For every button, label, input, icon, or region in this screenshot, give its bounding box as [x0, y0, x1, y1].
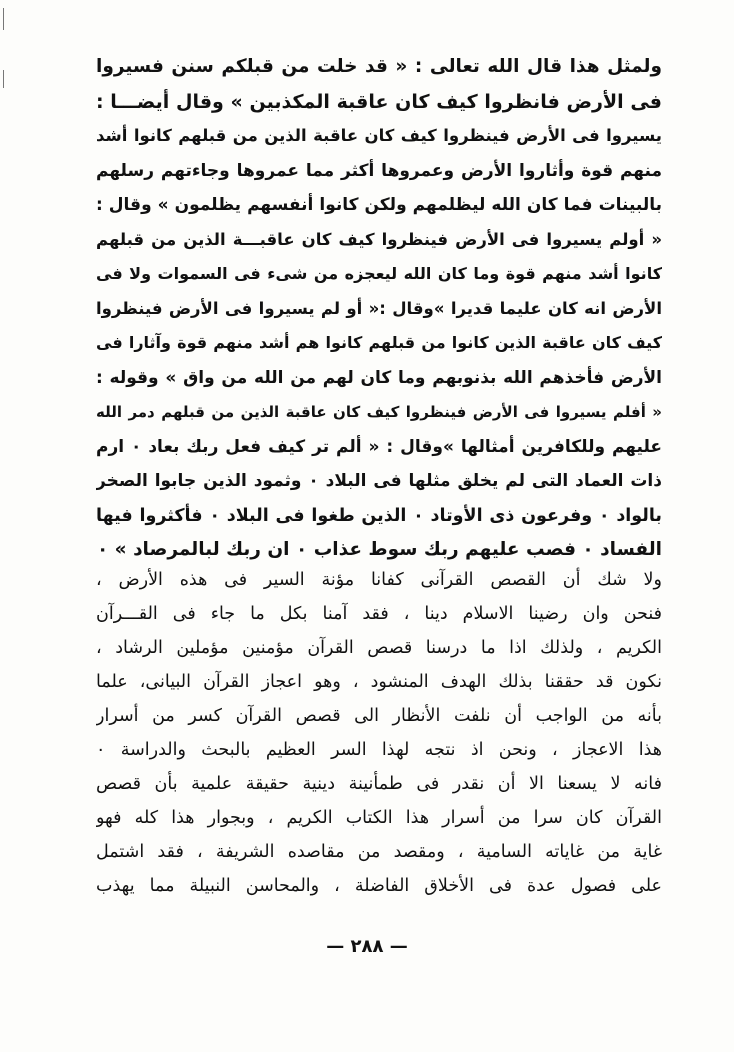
scan-edge-mark	[3, 70, 4, 88]
scan-edge-mark	[3, 8, 4, 30]
text-line: فانه لا يسعنا الا أن نقدر فى طمأنينة دينية حقيقة علمية بأن قصص	[96, 774, 662, 794]
commentary-paragraph	[96, 563, 662, 903]
text-line: « أولم يسيروا فى الأرض فينظروا كيف كان عاقبـــة الذين من قبلهم	[96, 229, 662, 249]
text-line: بأنه من الواجب أن نلفت الأنظار الى قصص القرآن كسر من أسرار	[96, 706, 662, 726]
text-line: الكريم ، ولذلك اذا ما درسنا قصص القرآن مؤمنين مؤملين الرشاد ،	[96, 638, 662, 658]
text-line: ذات العماد التى لم يخلق مثلها فى البلاد ٠ وثمود الذين جابوا الصخر	[96, 471, 662, 491]
text-line: بالبينات فما كان الله ليظلمهم ولكن كانوا أنفسهم يظلمون » وقال :	[96, 195, 662, 215]
text-line: فى الأرض فانظروا كيف كان عاقبة المكذبين » وقال أيضـــا :	[96, 90, 662, 113]
text-line: « أفلم يسيروا فى الأرض فينظروا كيف كان عاقبة الذين من قبلهم دمر الله	[96, 403, 662, 421]
page-number: — ٢٨٨ —	[326, 936, 408, 957]
text-line: نكون قد حققنا بذلك الهدف المنشود ، وهو اعجاز القرآن البيانى، علما	[96, 672, 662, 692]
text-line: بالواد ٠ وفرعون ذى الأوتاد ٠ الذين طغوا فى البلاد ٠ فأكثروا فيها	[96, 505, 662, 526]
text-line: الأرض انه كان عليما قديرا »وقال :« أو لم يسيروا فى الأرض فينظروا	[96, 298, 662, 318]
text-line: على فصول عدة فى الأخلاق الفاضلة ، والمحاسن النبيلة مما يهذب	[96, 876, 662, 896]
text-line: يسيروا فى الأرض فينظروا كيف كان عاقبة الذين من قبلهم كانوا أشد	[96, 126, 662, 145]
text-line: منهم قوة وأثاروا الأرض وعمروها أكثر مما عمروها وجاءتهم رسلهم	[96, 160, 662, 181]
text-line: هذا الاعجاز ، ونحن اذ نتجه لهذا السر العظيم بالبحث والدراسة ٠	[96, 740, 662, 760]
text-line: القرآن كان سرا من أسرار هذا الكتاب الكريم ، وبجوار هذا كله فهو	[96, 808, 662, 828]
text-line: غاية من غاياته السامية ، ومقصد من مقاصده الشريفة ، فقد اشتمل	[96, 842, 662, 862]
text-line: عليهم وللكافرين أمثالها »وقال : « ألم تر كيف فعل ربك بعاد ٠ ارم	[96, 436, 662, 457]
text-line: كيف كان عاقبة الذين كانوا من قبلهم كانوا هم أشد منهم قوة وآثارا فى	[96, 333, 662, 352]
quranic-quotes-paragraph	[96, 50, 662, 568]
text-line: ولا شك أن القصص القرآنى كفانا مؤنة السير فى هذه الأرض ،	[96, 570, 662, 590]
text-line: كانوا أشد منهم قوة وما كان الله ليعجزه من شىء فى السموات ولا فى	[96, 264, 662, 283]
text-line: الأرض فأخذهم الله بذنوبهم وما كان لهم من الله من واق » وقوله :	[96, 367, 662, 388]
text-line: ولمثل هذا قال الله تعالى : « قد خلت من قبلكم سنن فسيروا	[96, 56, 662, 77]
text-line: فنحن وان رضينا الاسلام دينا ، فقد آمنا بكل ما جاء فى القـــرآن	[96, 604, 662, 624]
text-line: الفساد ٠ فصب عليهم ربك سوط عذاب ٠ ان ربك لبالمرصاد » ٠	[96, 539, 662, 560]
